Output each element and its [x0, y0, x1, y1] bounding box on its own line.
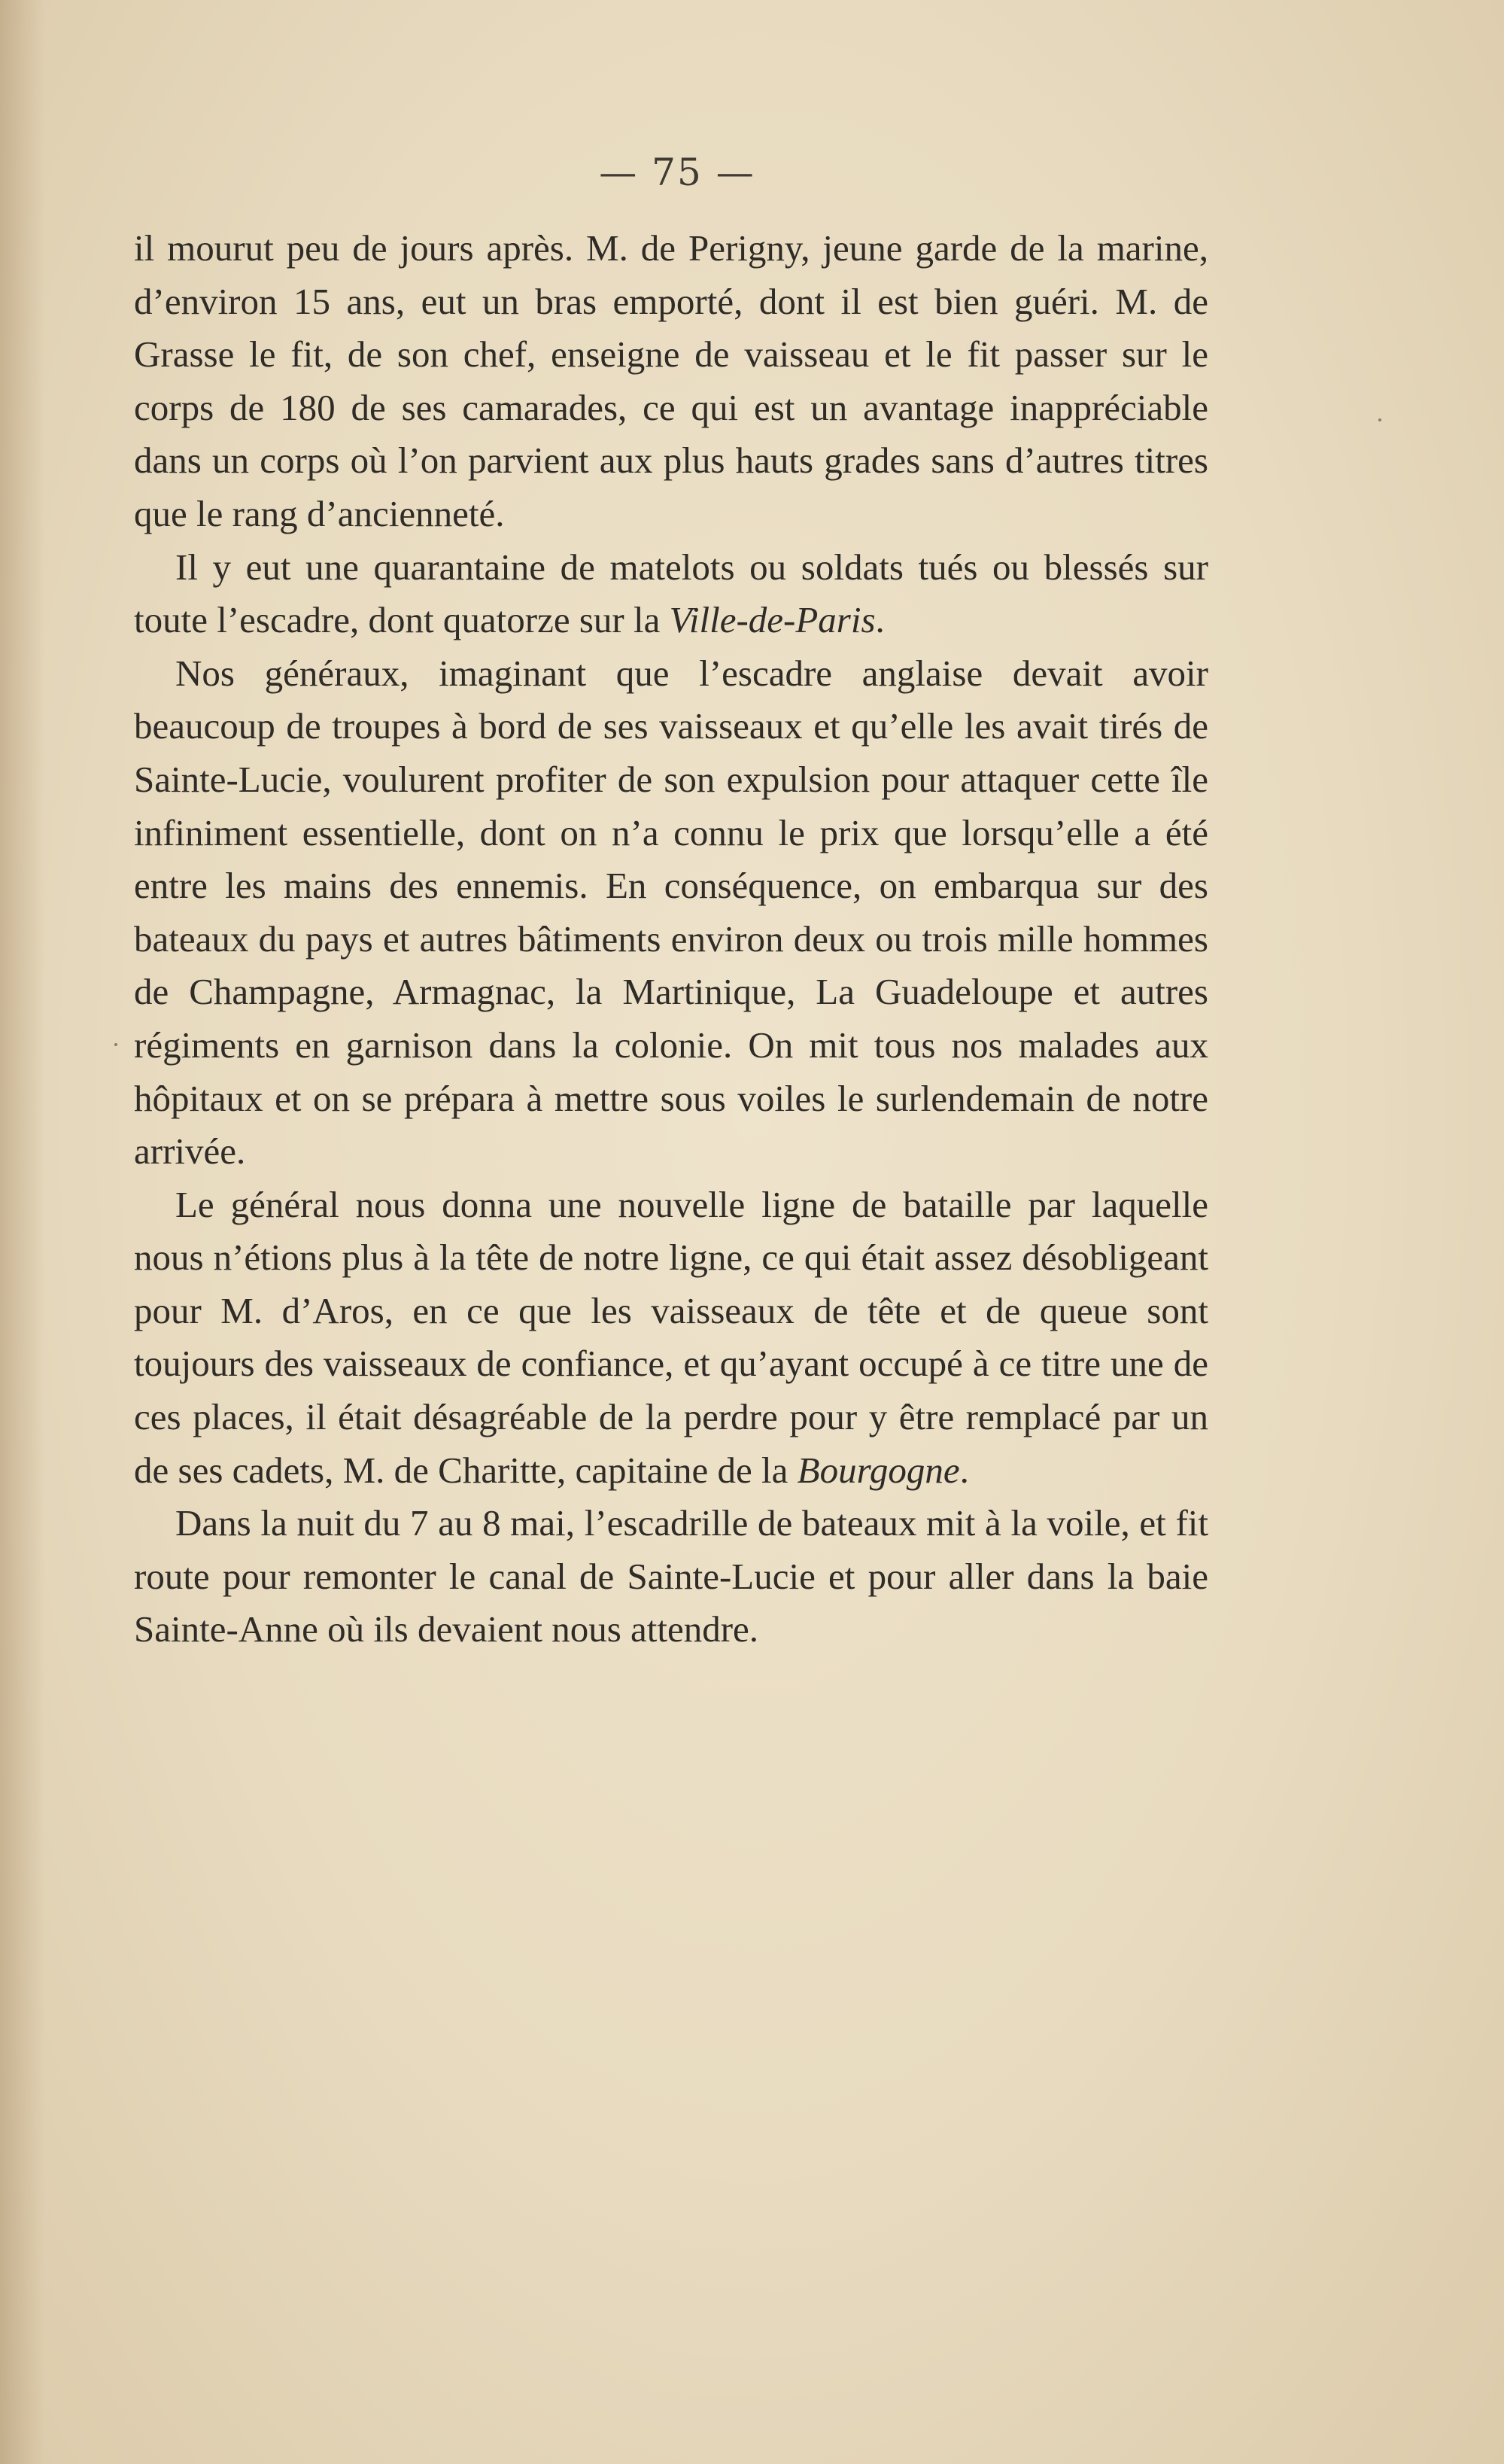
paragraph	[134, 222, 1208, 541]
page-edge-shadow	[0, 0, 45, 2464]
paragraph	[134, 1179, 1208, 1498]
paper-speck	[1378, 418, 1381, 421]
text-run: Le général nous donna une nouvelle ligne de bataille par laquelle nous n’étions plus à la tête de notre ligne, ce qui était assez désobligeant pour M. d’Aros, en ce que les vaisseaux de tête et de queue sont toujours des vaisseaux de confiance, et qu’ayant occupé à ce titre une de ces places, il était désagréable de la perdre pour y être remplacé par un de ses cadets, M. de Charitte, capitaine de la	[134, 1183, 1208, 1491]
paragraph	[134, 1497, 1208, 1656]
ship-name: Ville-de-Paris	[669, 599, 876, 641]
text-run: .	[959, 1449, 969, 1491]
paper-speck	[114, 1043, 117, 1046]
body-text	[134, 222, 1208, 1656]
paragraph	[134, 647, 1208, 1179]
page-number: — 75 —	[599, 151, 755, 194]
text-run: Nos généraux, imaginant que l’escadre anglaise devait avoir beaucoup de troupes à bord de ses vaisseaux et qu’elle les avait tirés de Sainte-Lucie, voulurent profiter de son expulsion pour attaquer cette île infiniment essentielle, dont on n’a connu le prix que lorsqu’elle a été entre les mains des ennemis. En conséquence, on embarqua sur des bateaux du pays et autres bâtiments environ deux ou trois mille hommes de Champagne, Armagnac, la Martinique, La Guadeloupe et autres régiments en garnison dans la colonie. On mit tous nos malades aux hôpitaux et on se prépara à mettre sous voiles le surlendemain de notre arrivée.	[134, 652, 1208, 1173]
text-run: Il y eut une quarantaine de matelots ou soldats tués ou blessés sur toute l’escadre, dont quatorze sur la	[134, 546, 1208, 641]
text-run: Dans la nuit du 7 au 8 mai, l’escadrille de bateaux mit à la voile, et fit route pour remonter le canal de Sainte-Lucie et pour aller dans la baie Sainte-Anne où ils devaient nous attendre.	[134, 1502, 1208, 1650]
ship-name: Bourgogne	[797, 1449, 960, 1491]
text-run: il mourut peu de jours après. M. de Perigny, jeune garde de la marine, d’environ 15 ans, eut un bras emporté, dont il est bien guéri. M. de Grasse le fit, de son chef, enseigne de vaisseau et le fit passer sur le corps de 180 de ses camarades, ce qui est un avantage inappréciable dans un corps où l’on parvient aux plus hauts grades sans d’autres titres que le rang d’ancienneté.	[134, 227, 1208, 534]
paragraph	[134, 541, 1208, 647]
text-run: .	[875, 599, 885, 641]
